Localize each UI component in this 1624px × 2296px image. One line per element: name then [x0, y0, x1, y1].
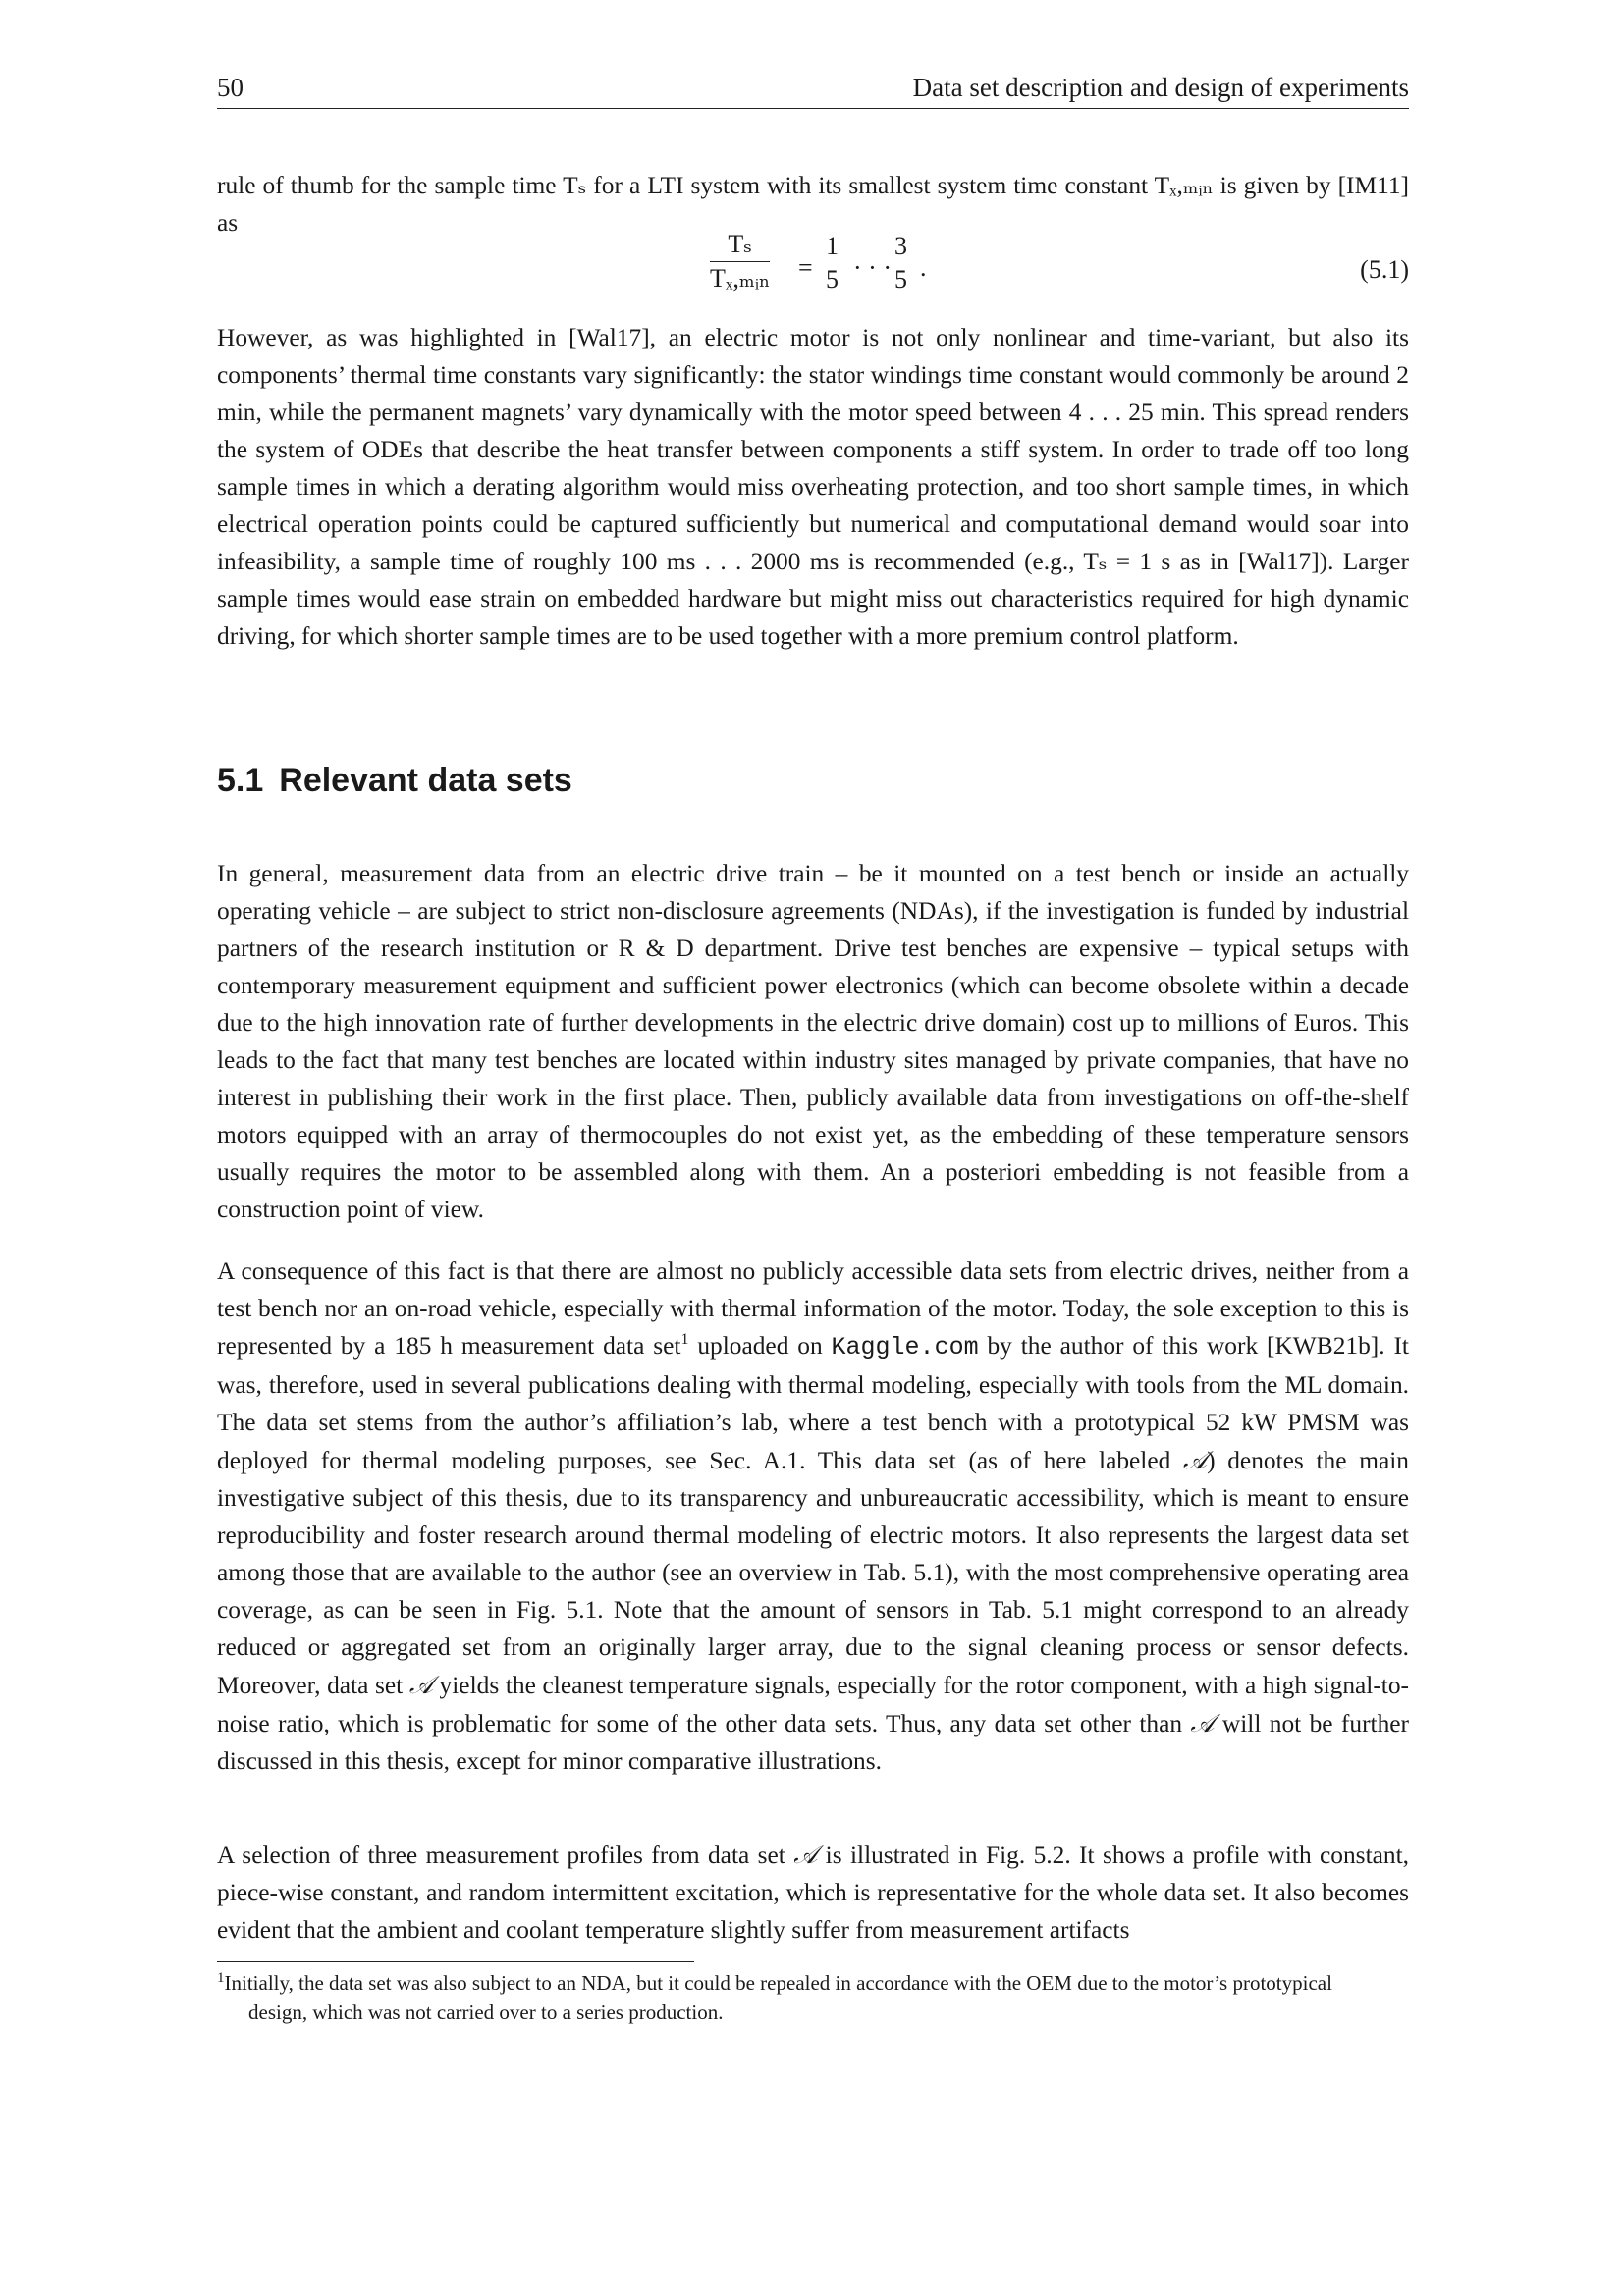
kaggle-link-text: Kaggle.com [831, 1333, 979, 1362]
footnote-line-2: design, which was not carried over to a series production. [248, 2001, 724, 2024]
paragraph-3-part-2: uploaded on [688, 1332, 832, 1360]
section-title: Relevant data sets [279, 762, 572, 799]
equation-dots: · · · [853, 253, 892, 282]
equation-number: (5.1) [1360, 255, 1409, 284]
footnote-reference: 1 [680, 1331, 689, 1348]
running-title: Data set description and design of experiments [912, 73, 1409, 102]
paragraph-4-text [217, 1836, 1409, 1949]
equation-denominator: Tₓ,ₘᵢₙ [710, 264, 771, 293]
paragraph-4 [217, 1836, 1409, 1949]
footnote-mark: 1 [217, 1970, 225, 1986]
paragraph-2-text: In general, measurement data from an electric drive train – be it mounted on a test bench or inside an actually operating vehicle – are subject to strict non-disclosure agreements (NDAs), if the investigation is funded by industrial partners of the research institution or R & D department. Drive test benches are expensive – typical setups with contemporary measurement equipment and sufficient power electronics (which can become obsolete within a decade due to the high innovation rate of further developments in the electric drive domain) cost up to millions of Euros. This leads to the fact that many test benches are located within industry sites managed by private companies, that have no interest in publishing their work in the first place. Then, publicly available data from investigations on off-the-shelf motors equipped with an array of thermocouples do not exist yet, as the embedding of these temperature sensors usually requires the motor to be assembled along with them. An a posteriori embedding is not feasible from a construction point of view. [217, 860, 1409, 1223]
paragraph-3-part-3: by the author of this work [KWB21b]. It was, therefore, used in several publications dealing with thermal modeling, especially with tools from the ML domain. The data set stems from the author’s affiliation’s lab, where a test bench with a prototypical 52 kW PMSM was deployed for thermal modeling purposes, see Sec. A.1. This data set (as of here labeled [217, 1332, 1409, 1474]
page-header [217, 69, 1409, 109]
equation-period: . [920, 253, 927, 282]
section-number: 5.1 [217, 762, 264, 799]
equation-three: 3 [894, 232, 907, 260]
equation-numerator: Tₛ [710, 230, 770, 262]
paragraph-3-part-6: will not be further discussed in this thesis, except for minor comparative illustrations. [217, 1710, 1409, 1775]
equation-main-fraction [710, 230, 770, 294]
paragraph-4-part-2: is illustrated in Fig. 5.2. It shows a profile with constant, piece-wise constant, and random intermittent excitation, which is representative for the whole data set. It also becomes evident that the ambient and coolant temperature slightly suffer from measurement artifacts [217, 1842, 1409, 1944]
equation-equals: = [798, 253, 813, 282]
section-heading [217, 762, 572, 800]
dataset-symbol-a: 𝒜 [793, 1840, 818, 1869]
footnote-line-1: Initially, the data set was also subject to an NDA, but it could be repealed in accordance with the OEM due to the motor’s prototypical [224, 1971, 1332, 1995]
equation-fraction-lower [822, 232, 842, 294]
paragraph-4-part-1: A selection of three measurement profiles from data set [217, 1842, 794, 1869]
paragraph-1 [217, 319, 1409, 655]
paragraph-3 [217, 1253, 1409, 1780]
footnote [217, 1968, 1409, 2027]
page-number: 50 [217, 73, 244, 102]
dataset-symbol-a: 𝒜 [1190, 1708, 1215, 1737]
intro-text: rule of thumb for the sample time Tₛ for a LTI system with its smallest system time constant Tₓ,ₘᵢₙ is given by [IM11] as [217, 172, 1409, 237]
paragraph-3-part-5: yields the cleanest temperature signals, especially for the rotor component, with a high signal-to-noise ratio, which is problematic for some of the other data sets. Thus, any data set other than [217, 1672, 1409, 1737]
paragraph-2 [217, 855, 1409, 1228]
paragraph-1-text: However, as was highlighted in [Wal17], an electric motor is not only nonlinear and time-variant, but also its components’ thermal time constants vary significantly: the stator windings time constant would commonly be around 2 min, while the permanent magnets’ vary dynamically with the motor speed between 4 . . . 25 min. This spread renders the system of ODEs that describe the heat transfer between components a stiff system. In order to trade off too long sample times in which a derating algorithm would miss overheating protection, and too short sample times, in which electrical operation points could be captured sufficiently but numerical and computational demand would soar into infeasibility, a sample time of roughly 100 ms . . . 2000 ms is recommended (e.g., Tₛ = 1 s as in [Wal17]). Larger sample times would ease strain on embedded hardware but might miss out characteristics required for high dynamic driving, for which shorter sample times are to be used together with a more premium control platform. [217, 324, 1409, 650]
footnote-divider [217, 1961, 694, 1962]
dataset-symbol-a: 𝒜 [1183, 1445, 1208, 1474]
equation-five-b: 5 [894, 265, 907, 294]
equation-one: 1 [826, 232, 839, 260]
dataset-symbol-a: 𝒜 [408, 1670, 433, 1699]
equation-five-a: 5 [826, 265, 839, 294]
paragraph-3-text [217, 1253, 1409, 1780]
paragraph-3-part-4: ) denotes the main investigative subject of this thesis, due to its transparency and unbureaucratic accessibility, which is meant to ensure reproducibility and foster research around thermal modeling of electric motors. It also represents the largest data set among those that are available to the author (see an overview in Tab. 5.1), with the most comprehensive operating area coverage, as can be seen in Fig. 5.1. Note that the amount of sensors in Tab. 5.1 might correspond to an already reduced or aggregated set from an originally larger array, due to the signal cleaning process or sensor defects. Moreover, data set [217, 1447, 1409, 1699]
paragraph-3-part-1: A consequence of this fact is that there are almost no publicly accessible data sets from electric drives, neither from a test bench nor an on-road vehicle, especially with thermal information of the motor. Today, the sole exception to this is represented by a 185 h measurement data set [217, 1257, 1409, 1360]
equation-fraction-upper [891, 232, 911, 294]
equation-5-1 [217, 230, 1409, 314]
